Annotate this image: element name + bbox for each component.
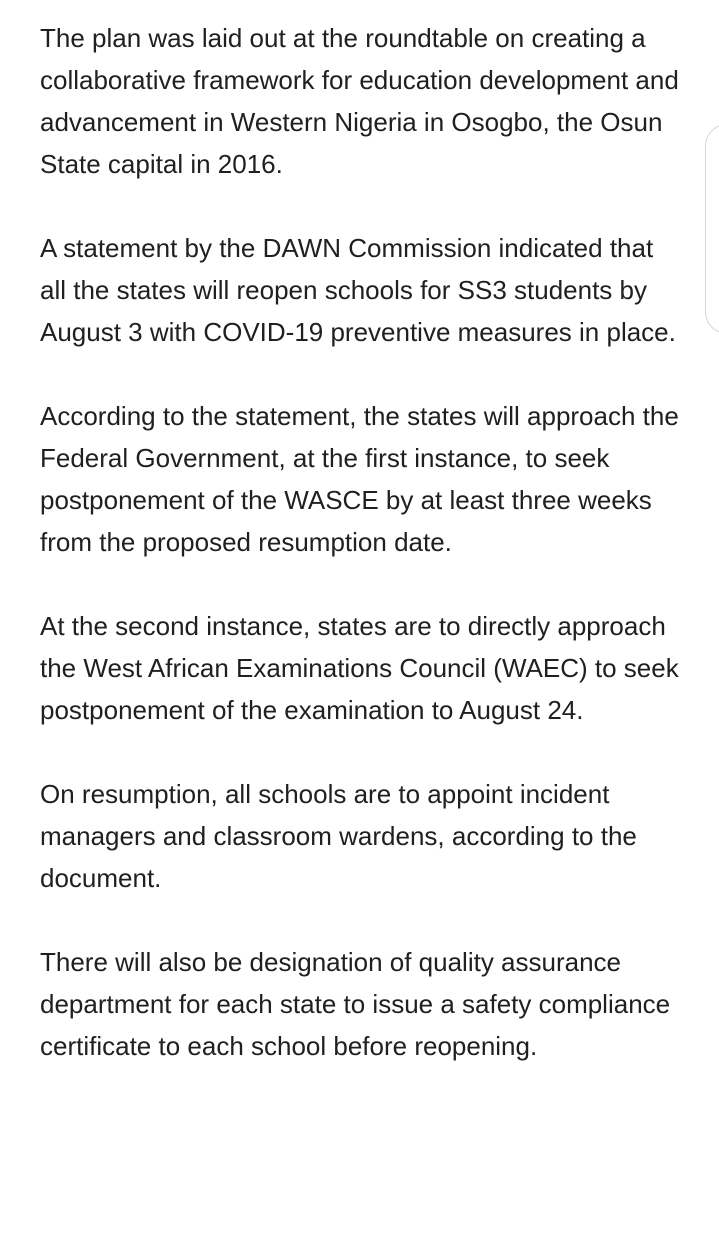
- article-paragraph: According to the statement, the states will approach the Federal Government, at the first instance, to seek postponement of the WASCE by at least three weeks from the proposed resumption date.: [40, 401, 679, 557]
- article-paragraph: A statement by the DAWN Commission indicated that all the states will reopen schools for SS3 students by August 3 with COVID-19 preventive measures in place.: [40, 233, 676, 347]
- article-paragraph: At the second instance, states are to directly approach the West African Examinations Council (WAEC) to seek postponement of the examination to August 24.: [40, 611, 679, 725]
- article-body: [40, 17, 685, 1067]
- article-paragraph: There will also be designation of quality assurance department for each state to issue a safety compliance certificate to each school before reopening.: [40, 947, 671, 1061]
- article-paragraph: On resumption, all schools are to appoint incident managers and classroom wardens, according to the document.: [40, 779, 637, 893]
- article-paragraph: The plan was laid out at the roundtable on creating a collaborative framework for education development and advancement in Western Nigeria in Osogbo, the Osun State capital in 2016.: [40, 23, 679, 179]
- edge-panel-handle[interactable]: [705, 124, 719, 334]
